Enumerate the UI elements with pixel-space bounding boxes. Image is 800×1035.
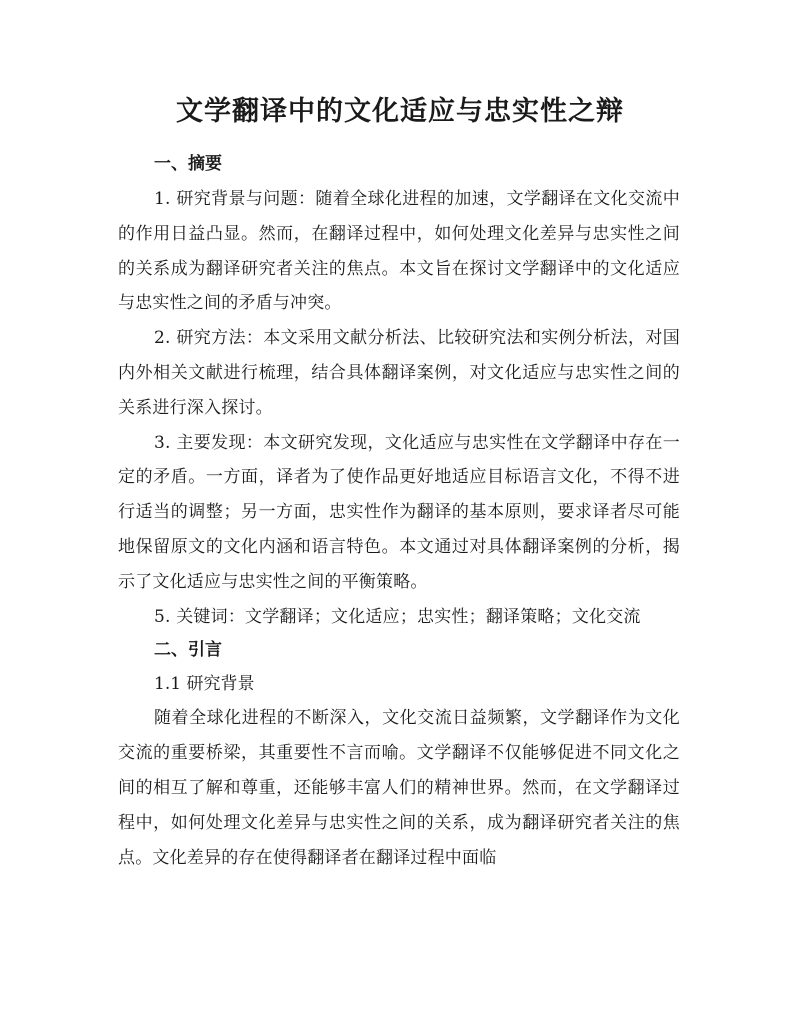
subsection-heading-background: 1.1 研究背景 — [154, 674, 255, 695]
abstract-paragraph-findings: 3. 主要发现：本文研究发现，文化适应与忠实性在文学翻译中存在一定的矛盾。一方面，译者为了使作品更好地适应目标语言文化，不得不进行适当的调整；另一方面，忠实性作为翻译的基本原则，要求译者尽可能地保留原文的文化内涵和语言特色。本文通过对具体翻译案例的分析，揭示了文化适应与忠实性之间的平衡策略。 — [118, 432, 680, 592]
abstract-paragraph-background: 1. 研究背景与问题：随着全球化进程的加速，文学翻译在文化交流中的作用日益凸显。然而，在翻译过程中，如何处理文化差异与忠实性之间的关系成为翻译研究者关注的焦点。本文旨在探讨文学翻译中的文化适应与忠实性之间的矛盾与冲突。 — [118, 189, 680, 314]
section-heading-abstract: 一、摘要 — [154, 154, 222, 174]
abstract-paragraph-keywords: 5. 关键词：文学翻译；文化适应；忠实性；翻译策略；文化交流 — [154, 606, 641, 627]
abstract-paragraph-methods: 2. 研究方法：本文采用文献分析法、比较研究法和实例分析法，对国内外相关文献进行梳理，结合具体翻译案例，对文化适应与忠实性之间的关系进行深入探讨。 — [118, 328, 680, 418]
section-heading-introduction: 二、引言 — [154, 640, 222, 661]
introduction-paragraph: 随着全球化进程的不断深入，文化交流日益频繁，文学翻译作为文化交流的重要桥梁，其重要性不言而喻。文学翻译不仅能够促进不同文化之间的相互了解和尊重，还能够丰富人们的精神世界。然而，在文学翻译过程中，如何处理文化差异与忠实性之间的关系，成为翻译研究者关注的焦点。文化差异的存在使得翻译者在翻译过程中面临 — [118, 708, 680, 868]
document-title: 文学翻译中的文化适应与忠实性之辩 — [176, 96, 624, 127]
document-body — [118, 148, 680, 875]
